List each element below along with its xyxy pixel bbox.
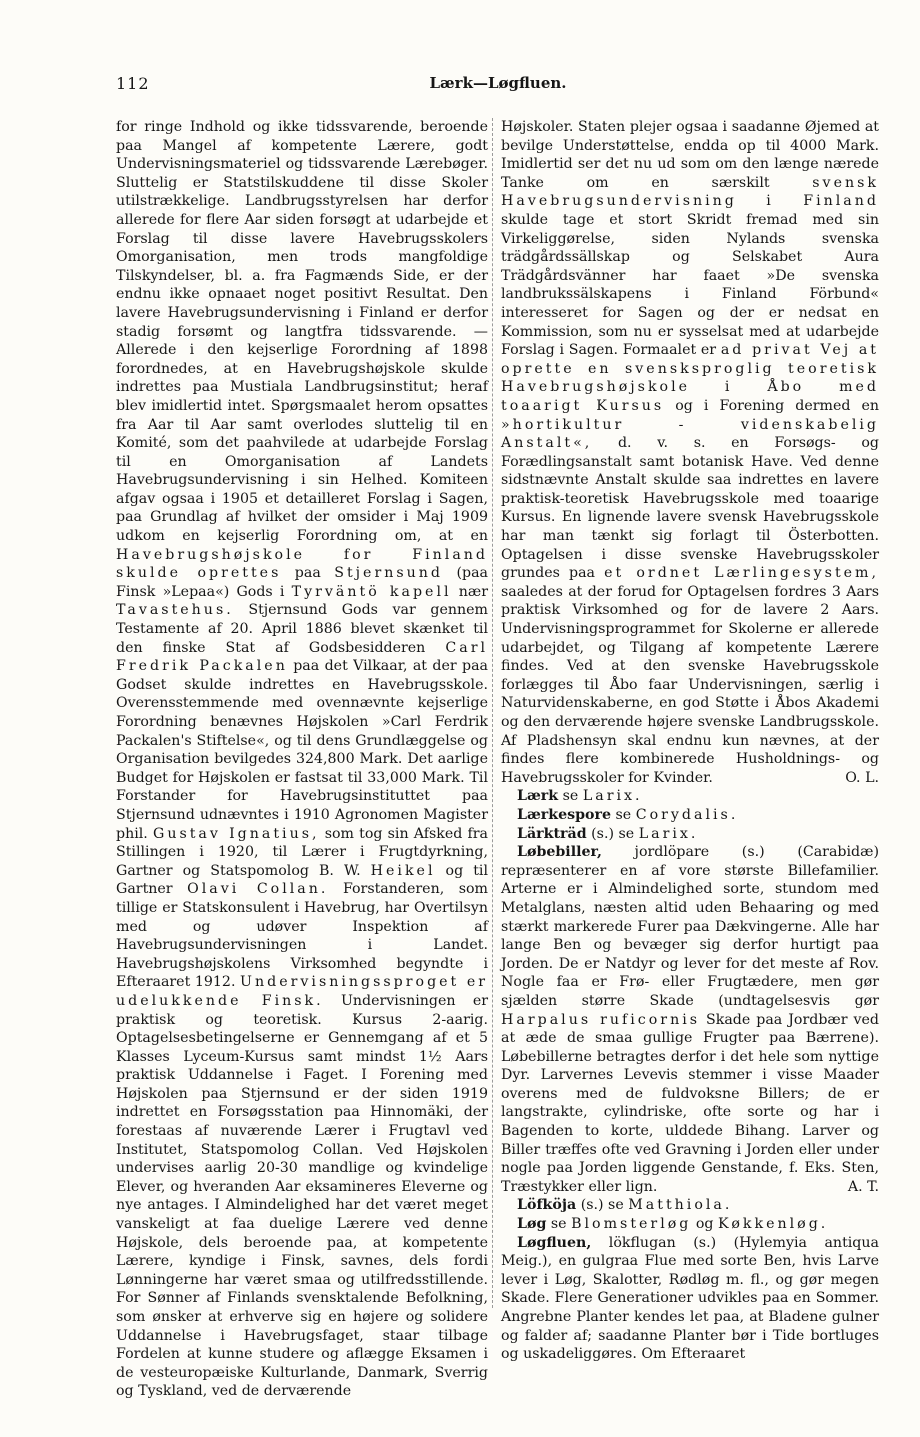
text: og xyxy=(695,1216,714,1233)
running-head: Lærk—Løgfluen. xyxy=(429,74,567,92)
spaced-text: »hortikultur - videnskabelig Anstalt«, xyxy=(501,416,879,452)
cross-reference: Køkkenløg. xyxy=(718,1216,829,1233)
spaced-text: Harpalus ruficornis xyxy=(501,1011,701,1028)
text: (s.) se xyxy=(580,1197,624,1214)
text: Skade paa Jordbær ved at æde de smaa gullige Frugter paa Bærrene). Løbebillerne betragtes derfor i det hele som nyttige Dyr. Larvernes Levevis stemmer i visse Maader overens med de fuldvoksne Billers; de er langstrakte, cylindriske, ofte sorte og har i Bagenden to korte, ulddede Bihang. Larver og Biller træffes ofte ved Gravning i Jorden eller under nogle paa Jorden liggende Genstande, f. Eks. Sten, Træstykker eller lign. xyxy=(501,1011,879,1195)
spaced-text: Carl Fredrik Packalen xyxy=(116,639,489,675)
cross-reference: Larix. xyxy=(582,788,643,805)
dictionary-entry xyxy=(501,1234,879,1364)
right-paragraph xyxy=(501,118,879,787)
text: og i Forening dermed en xyxy=(675,397,879,414)
cross-reference: Matthiola. xyxy=(628,1197,733,1214)
column-divider xyxy=(492,118,493,1308)
entry-headword: Lærkespore xyxy=(517,806,612,823)
spaced-text: Heikel xyxy=(370,862,436,879)
text: (paa Finsk »Lepaa«) Gods i xyxy=(116,565,488,600)
text: Stjernsund Gods var gennem Testamente af 20. April 1886 blevet skænket til den finske Stat af Godsbesidderen xyxy=(116,602,488,656)
right-column xyxy=(501,118,879,1364)
spaced-text: Stjernsund xyxy=(334,565,444,582)
text: (s.) se xyxy=(591,825,635,842)
text: se xyxy=(615,806,632,823)
text: saaledes at der forud for Optagelsen fordres 3 Aars praktisk Virksomhed og for de lavere 2 Aars. Undervisningsprogrammet for Skolerne er allerede udarbejdet, og Tilgang af kompetente Lærere findes. Ved at den svenske Havebrugsskole forlægges til Åbo faar Undervisningen, særlig i Naturvidenskaberne, en god Støtte i Åbos Akademi og den derværende højere svenske Landbrugsskole. Af Pladshensyn skal endnu kun nævnes, at der findes flere kombinerede Husholdnings- og Havebrugsskoler for Kvinder. xyxy=(501,583,879,786)
text: Forstanderen, som tillige er Statskonsulent i Havebrug, har Overtilsyn med og udøver Inspektion af Havebrugsundervisningen i Landet. Havebrugshøjskolens Virksomhed begyndte i Efteraaret 1912. xyxy=(116,881,489,991)
dictionary-entry xyxy=(501,843,879,1196)
text: Højskoler. Staten plejer ogsaa i saadanne Øjemed at bevilge Understøttelse, endda op til 4000 Mark. Imidlertid ser det nu ud som om den længe nærede Tanke om en særskilt xyxy=(501,119,879,191)
spaced-text: Olavi Collan. xyxy=(187,881,329,898)
entry-headword: Löfköja xyxy=(517,1197,577,1214)
spaced-text: et ordnet Lærlingesystem, xyxy=(604,565,880,582)
dictionary-entry xyxy=(501,825,879,844)
text: for ringe Indhold og ikke tidssvarende, beroende paa Mangel af kompetente Lærere, godt Undervisningsmateriel og tidssvarende Lærebøger. Sluttelig er Statstilskuddene til disse Skoler utilstrækkelige. Landbrugsstyrelsen har derfor allerede for flere Aar siden forsøgt at udarbejde et Forslag til disse lavere Havebrugsskolers Omorganisation, men trods mangfoldige Tilskyndelser, bl. a. fra Fagmænds Side, er der endnu ikke opnaaet noget positivt Resultat. Den lavere Havebrugsundervisning i Finland er derfor stadig forsømt og langtfra tidssvarende. — Allerede i den kejserlige Forordning af 1898 forordnedes, at en Havebrugshøjskole skulde indrettes paa Mustiala Landbrugsinstitut; heraf blev imidlertid intet. Spørgsmaalet herom opsattes fra Aar til Aar samt overlodes sluttelig til en Komité, som det paahvilede at udarbejde Forslag til en Omorganisation af Landets Havebrugsundervisning i sin Helhed. Komiteen afgav ogsaa i 1905 et detailleret Forslag i Sagen, paa Grundlag af hvilket der omsider i Maj 1909 udkom en kejserlig Forordning om, at en xyxy=(116,119,488,545)
page-header xyxy=(116,74,880,98)
author-signature: O. L. xyxy=(845,769,879,786)
spaced-text: Undervisningssproget er udelukkende Finsk. xyxy=(116,974,488,1009)
text: paa det Vilkaar, at der paa Godset skulde indrettes en Havebrugsskole. Overensstemmende med ovennævnte kejserlige Forordning benævnes Højskolen »Carl Ferdrik Packalen's Stiftelse«, og til dens Grundlæggelse og Organisation bevilgedes 324,800 Mark. Det aarlige Budget for Højskolen er fastsat til 33,000 Mark. Til Forstander for Havebrugsinstituttet paa Stjernsund udnævntes i 1910 Agronomen Magister phil. xyxy=(116,658,488,842)
spaced-text: Tavastehus. xyxy=(116,602,234,619)
spaced-text: Gustav Ignatius, xyxy=(152,825,320,842)
text: nær xyxy=(458,583,488,600)
text: se xyxy=(562,788,579,805)
text: og til Gartner xyxy=(116,862,488,898)
text: jordlöpare (s.) (Carabidæ) repræsenterer en af vore største Billefamilier. Arterne er i Almindelighed sorte, stundom med Metalglans, næsten altid uden Behaaring og med stærkt markerede Furer paa Dækvingerne. Alle har lange Ben og bevæger sig derfor hurtigt paa Jorden. De er Natdyr og lever for det meste af Rov. Nogle faa er Frø- eller Frugtædere, men gør sjælden større Skade (undtagelsesvis gør xyxy=(501,844,879,1009)
text: Undervisningen er praktisk og teoretisk. Kursus 2-aarig. Optagelsesbetingelserne er Gennemgang af et 5 Klasses Lyceum-Kursus samt mindst 1½ Aars praktisk Uddannelse i Faget. I Forening med Højskolen paa Stjernsund er der siden 1919 indrettet en Forsøgsstation paa Hinnomäki, der forestaas af nuværende Lærer i Frugtavl ved Institutet, Statspomolog Collan. Ved Højskolen undervises aarlig 20-30 mandlige og kvindelige Elever, og hveranden Aar eksamineres Eleverne og nye antages. I Almindelighed har det været meget vanskeligt at faa duelige Lærere ved denne Højskole, dels beroende paa, at kompetente Lærere, kyndige i Finsk, savnes, dels fordi Lønningerne har været smaa og utilfredsstillende. For Sønner af Finlands svensktalende Befolkning, som ønsker at erhverve sig en højere og solidere Uddannelse i Havebrugsfaget, staar tilbage Fordelen at kunne studere og aflægge Eksamen i de vesteuropæiske Kulturlande, Danmark, Sverrig og Tyskland, ved de derværende xyxy=(116,992,488,1400)
spaced-text: svensk Havebrugsundervisning i Finland xyxy=(501,174,879,210)
text: lökflugan (s.) (Hylemyia antiqua Meig.), en gulgraa Flue med sorte Ben, hvis Larve lever i Løg, Skalotter, Rødløg m. fl., og gør megen Skade. Flere Generationer udvikles paa en Sommer. Angrebne Planter kendes let paa, at Bladene gulner og falder af; saadanne Planter bør i Tide bortluges og uskadeliggøres. Om Efteraaret xyxy=(501,1234,879,1363)
text: se xyxy=(550,1216,567,1233)
left-column xyxy=(116,118,488,1401)
entry-headword: Løgfluen, xyxy=(517,1234,592,1251)
dictionary-entry xyxy=(501,1215,879,1234)
page-number: 112 xyxy=(116,74,150,93)
entry-headword: Løg xyxy=(517,1216,547,1233)
author-signature: A. T. xyxy=(847,1178,879,1195)
entry-headword: Lærk xyxy=(517,788,559,805)
cross-reference: Corydalis. xyxy=(635,806,739,823)
text: d. v. s. en Forsøgs- og Forædlingsanstalt samt botanisk Have. Ved denne sidstnævnte Anstalt skulde saa indrettes en lavere praktisk-teoretisk Havebrugsskole med toaarige Kursus. En lignende lavere svensk Havebrugsskole har man tænkt sig forlagt til Österbotten. Optagelsen i disse svenske Havebrugsskoler grundes paa xyxy=(501,435,879,582)
cross-reference: Larix. xyxy=(638,825,699,842)
spaced-text: Tyrväntö kapell xyxy=(291,583,452,600)
spaced-text: Havebrugshøjskole for Finland skulde oprettes xyxy=(116,546,488,582)
left-paragraph xyxy=(116,118,488,1401)
dictionary-entry xyxy=(501,1196,879,1215)
entry-headword: Lärkträd xyxy=(517,825,587,842)
text: skulde tage et stort Skridt fremad med sin Virkeliggørelse, siden Nylands svenska trädgårdssällskap og Selskabet Aura Trädgårdsvänner har faaet »De svenska landbrukssälskapens i Finland Förbund« interesseret for Sagen og der er nedsat en Kommission, som nu er sysselsat med at udarbejde Forslag i Sagen. Formaalet er xyxy=(501,211,879,359)
text: paa xyxy=(294,565,321,582)
dictionary-entry xyxy=(501,806,879,825)
text: som tog sin Afsked fra Stillingen i 1920, til Lærer i Frugtdyrkning, Gartner og Statspomolog B. W. xyxy=(116,825,489,879)
dictionary-entry xyxy=(501,787,879,806)
spaced-text: ad privat Vej at oprette en svensksproglig teoretisk Havebrugshøjskole i Åbo med toaarigt Kursus xyxy=(501,342,880,414)
cross-reference: Blomsterløg xyxy=(571,1216,692,1233)
entry-headword: Løbebiller, xyxy=(517,844,602,861)
